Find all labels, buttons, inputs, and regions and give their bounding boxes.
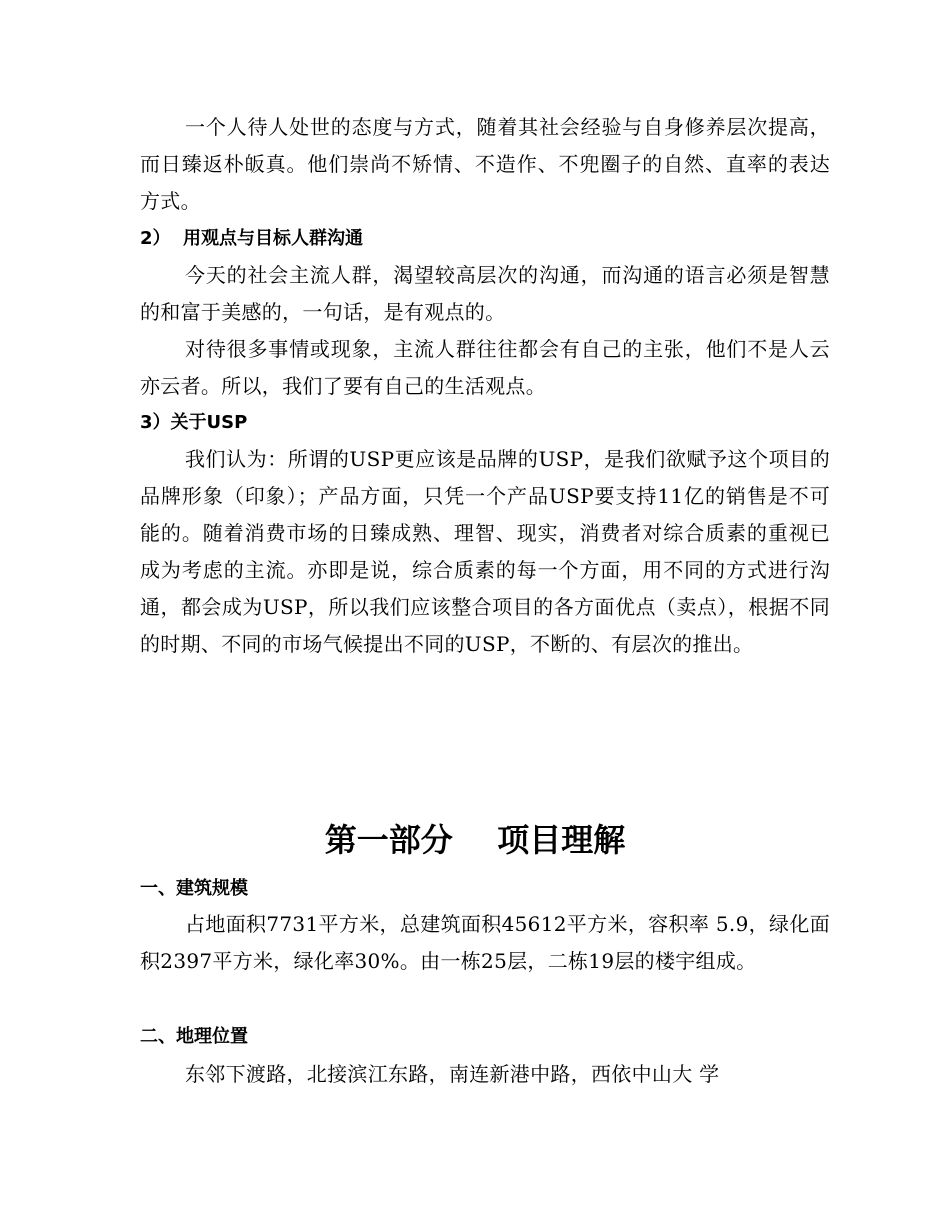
usp-heading: 3）关于USP [140, 412, 248, 433]
communication-paragraph-1: 今天的社会主流人群，渴望较高层次的沟通，而沟通的语言必须是智慧的和富于美感的，一句话，是有观点的。 [140, 263, 830, 324]
communication-heading-block [140, 227, 830, 251]
location-section [140, 1056, 830, 1093]
usp-section [140, 441, 830, 663]
location-paragraph: 东邻下渡路，北接滨江东路，南连新港中路，西依中山大 学 [185, 1062, 720, 1086]
scale-section [140, 906, 830, 980]
intro-paragraph: 一个人待人处世的态度与方式，随着其社会经验与自身修养层次提高，而日臻返朴皈真。他们崇尚不矫情、不造作、不兜圈子的自然、直率的表达方式。 [140, 115, 830, 213]
communication-paragraph-2: 对待很多事情或现象，主流人群往往都会有自己的主张，他们不是人云亦云者。所以，我们了要有自己的生活观点。 [140, 337, 830, 398]
location-heading: 二、地理位置 [140, 1026, 248, 1047]
usp-paragraph: 我们认为：所谓的USP更应该是品牌的USP，是我们欲赋予这个项目的品牌形象（印象）；产品方面，只凭一个产品USP要支持11亿的销售是不可能的。随着消费市场的日臻成熟、理智、现实，消费者对综合质素的重视已成为考虑的主流。亦即是说，综合质素的每一个方面，用不同的方式进行沟通，都会成为USP，所以我们应该整合项目的各方面优点（卖点），根据不同的时期、不同的市场气候提出不同的USP，不断的、有层次的推出。 [140, 447, 830, 656]
location-heading-block [140, 1025, 830, 1049]
intro-section [140, 109, 830, 220]
scale-heading: 一、建筑规模 [140, 878, 248, 899]
communication-section [140, 257, 830, 405]
usp-heading-block [140, 411, 830, 435]
communication-heading: 2） 用观点与目标人群沟通 [140, 228, 364, 249]
scale-heading-block [140, 877, 830, 901]
scale-paragraph: 占地面积7731平方米，总建筑面积45612平方米，容积率 5.9，绿化面积2397平方米，绿化率30%。由一栋25层，二栋19层的楼宇组成。 [140, 912, 830, 973]
part-one-title: 第一部分 项目理解 [324, 821, 626, 859]
